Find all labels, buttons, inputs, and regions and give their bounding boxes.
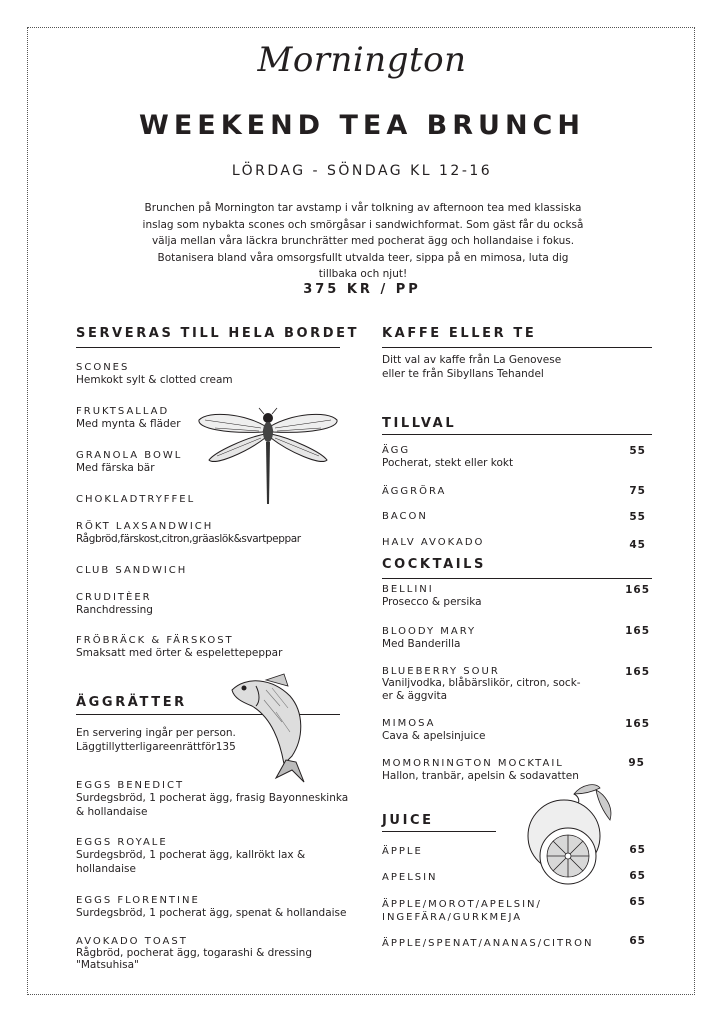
item-name: EGGS ROYALE bbox=[76, 837, 168, 848]
item-price: 55 bbox=[629, 445, 646, 457]
menu-item bbox=[76, 406, 181, 431]
item-name: EGGS BENEDICT bbox=[76, 780, 185, 791]
item-name: GRANOLA BOWL bbox=[76, 450, 183, 461]
brand-logo: Mornington bbox=[257, 40, 467, 80]
item-price: 65 bbox=[629, 935, 646, 947]
item-desc: Hemkokt sylt & clotted cream bbox=[76, 374, 233, 386]
item-price: 165 bbox=[625, 584, 650, 596]
item-price: 45 bbox=[629, 539, 646, 551]
item-name: BLOODY MARY bbox=[382, 626, 477, 637]
juice-item-name: ÄPPLE/SPENAT/ANANAS/CITRON bbox=[382, 938, 594, 949]
section-heading-serveras: SERVERAS TILL HELA BORDET bbox=[76, 326, 360, 341]
item-name: CRUDITÈER bbox=[76, 592, 152, 603]
item-desc: Ranchdressing bbox=[76, 604, 153, 616]
item-price: 55 bbox=[629, 511, 646, 523]
item-name: FRÖBRÄCK & FÄRSKOST bbox=[76, 635, 234, 646]
menu-item bbox=[76, 936, 312, 971]
juice-item-name: APELSIN bbox=[382, 872, 438, 883]
item-name: HALV AVOKADO bbox=[382, 537, 485, 548]
item-price: 165 bbox=[625, 718, 650, 730]
menu-item bbox=[382, 718, 486, 743]
page-title: WEEKEND TEA BRUNCH bbox=[139, 110, 585, 141]
item-desc: Vaniljvodka, blåbärslikör, citron, sock- er & äggvita bbox=[382, 677, 581, 702]
menu-item bbox=[76, 362, 233, 387]
menu-item bbox=[76, 565, 187, 576]
menu-item bbox=[76, 494, 195, 505]
menu-item bbox=[76, 837, 305, 876]
menu-item bbox=[382, 486, 446, 497]
section-heading-aggratter: ÄGGRÄTTER bbox=[76, 695, 187, 710]
item-name: SCONES bbox=[76, 362, 130, 373]
section-heading-juice: JUICE bbox=[382, 813, 434, 828]
menu-item bbox=[382, 511, 428, 522]
menu-item bbox=[76, 592, 153, 617]
menu-item bbox=[76, 635, 282, 660]
item-name: EGGS FLORENTINE bbox=[76, 895, 200, 906]
item-desc: Smaksatt med örter & espelettepeppar bbox=[76, 647, 283, 659]
section-heading-tillval: TILLVAL bbox=[382, 416, 457, 431]
item-name: FRUKTSALLAD bbox=[76, 406, 170, 417]
item-desc: Surdegsbröd, 1 pocherat ägg, frasig Bayonneskinka & hollandaise bbox=[76, 792, 349, 818]
menu-item bbox=[382, 584, 482, 609]
opening-hours: LÖRDAG - SÖNDAG KL 12-16 bbox=[231, 163, 493, 179]
item-name: RÖKT LAXSANDWICH bbox=[76, 521, 214, 532]
section-heading-kaffe: KAFFE ELLER TE bbox=[382, 326, 537, 341]
item-name: CHOKLADTRYFFEL bbox=[76, 494, 196, 505]
item-name: AVOKADO TOAST bbox=[76, 936, 188, 947]
item-name: BELLINI bbox=[382, 584, 434, 595]
item-desc: Prosecco & persika bbox=[382, 596, 482, 608]
item-desc: Surdegsbröd, 1 pocherat ägg, spenat & hollandaise bbox=[76, 907, 347, 919]
item-desc: Pocherat, stekt eller kokt bbox=[382, 457, 514, 469]
juice-item-name: ÄPPLE bbox=[382, 846, 423, 857]
item-name: MIMOSA bbox=[382, 718, 436, 729]
orange-icon bbox=[518, 780, 618, 890]
item-price: 65 bbox=[629, 870, 646, 882]
item-price: 65 bbox=[629, 896, 646, 908]
item-name: MOMORNINGTON MOCKTAIL bbox=[382, 758, 564, 769]
fish-icon bbox=[226, 672, 314, 784]
item-price: 65 bbox=[629, 844, 646, 856]
kaffe-desc: Ditt val av kaffe från La Genovese eller te från Sibyllans Tehandel bbox=[382, 354, 562, 380]
dragonfly-icon bbox=[195, 408, 340, 506]
section-rule bbox=[76, 347, 340, 348]
intro-text: Brunchen på Mornington tar avstamp i vår tolkning av afternoon tea med klassiska inslag som nybakta scones och smörgåsar i sandwichformat. Som gäst får du också välja mellan våra läckra brunchrätter med pocherat ägg och hollandaise i fokus. Botanisera bland våra omsorgsfullt utvalda teer, sippa på en mimosa, luta dig tillbaka och njut! bbox=[142, 202, 584, 280]
menu-item bbox=[76, 450, 182, 475]
menu-item bbox=[382, 445, 513, 470]
item-price: 75 bbox=[629, 485, 646, 497]
item-name: ÄGG bbox=[382, 445, 411, 456]
juice-item-name: ÄPPLE/MOROT/APELSIN/ INGEFÄRA/GURKMEJA bbox=[382, 899, 542, 923]
item-desc: Rågbröd,färskost,citron,gräaslök&svartpeppar bbox=[76, 533, 301, 545]
section-rule bbox=[382, 831, 496, 832]
menu-item bbox=[76, 780, 348, 819]
item-desc: Hallon, tranbär, apelsin & sodavatten bbox=[382, 770, 579, 782]
item-price: 165 bbox=[625, 625, 650, 637]
item-desc: Med mynta & fläder bbox=[76, 418, 181, 430]
menu-item bbox=[382, 666, 582, 703]
menu-item bbox=[76, 521, 301, 546]
section-rule bbox=[382, 347, 652, 348]
aggratter-note: En servering ingår per person. Läggtillytterligareenrättför135 bbox=[76, 727, 236, 753]
item-desc: Surdegsbröd, 1 pocherat ägg, kallrökt lax & hollandaise bbox=[76, 849, 306, 875]
section-rule bbox=[382, 578, 652, 579]
item-desc: Med Banderilla bbox=[382, 638, 461, 650]
item-name: CLUB SANDWICH bbox=[76, 565, 188, 576]
menu-item bbox=[382, 537, 484, 548]
item-price: 165 bbox=[625, 666, 650, 678]
item-name: ÄGGRÖRA bbox=[382, 486, 447, 497]
item-price: 95 bbox=[628, 757, 645, 769]
section-rule bbox=[382, 434, 652, 435]
item-desc: Med färska bär bbox=[76, 462, 155, 474]
section-heading-cocktails: COCKTAILS bbox=[382, 557, 487, 572]
price-per-person: 375 KR / PP bbox=[303, 282, 421, 297]
menu-item bbox=[76, 895, 346, 920]
item-name: BLUEBERRY SOUR bbox=[382, 666, 500, 677]
item-name: BACON bbox=[382, 511, 428, 522]
item-desc: Cava & apelsinjuice bbox=[382, 730, 486, 742]
menu-item bbox=[382, 626, 476, 651]
item-desc: Rågbröd, pocherat ägg, togarashi & dressing "Matsuhisa" bbox=[76, 947, 312, 971]
